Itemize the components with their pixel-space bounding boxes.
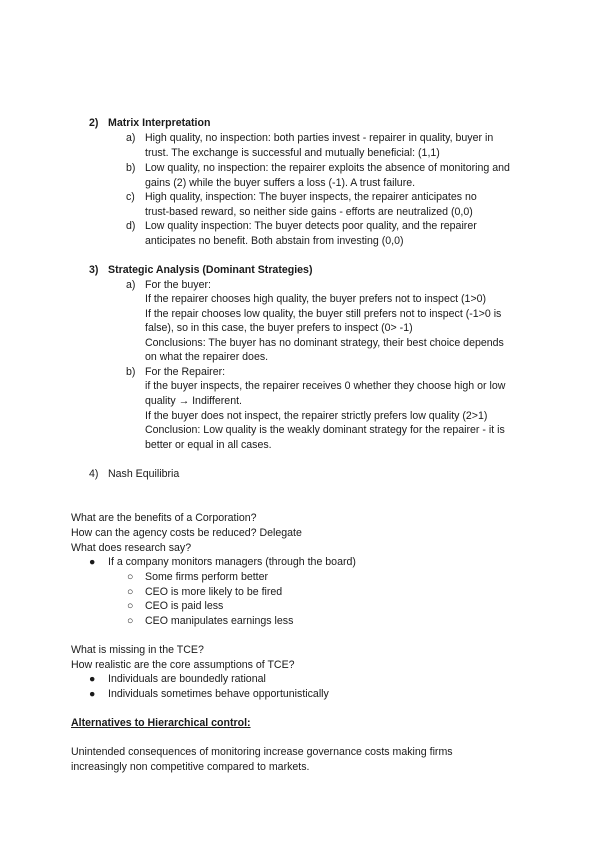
bullet-icon: ● (89, 556, 96, 568)
list-item-line: If the repair chooses low quality, the buyer still prefers not to inspect (-1>0 is (145, 308, 502, 320)
list-item-line: Low quality inspection: The buyer detects poor quality, and the repairer (145, 220, 477, 232)
bullet-icon: ● (89, 688, 96, 700)
list-item-line: Low quality, no inspection: the repairer exploits the absence of monitoring and (145, 162, 510, 174)
list-item-line: on what the repairer does. (145, 351, 269, 363)
bullet-icon: ● (89, 673, 96, 685)
list-item-line: quality → Indifferent. (145, 395, 242, 407)
item-marker: d) (126, 220, 136, 232)
bullet-item: Individuals sometimes behave opportunistically (108, 688, 329, 700)
item-marker: b) (126, 366, 136, 378)
section-4-heading: Nash Equilibria (108, 468, 180, 480)
question-line: What are the benefits of a Corporation? (71, 512, 257, 524)
list-item-line: gains (2) while the buyer suffers a loss (-1). A trust failure. (145, 177, 416, 189)
list-item-line: If the repairer chooses high quality, the buyer prefers not to inspect (1>0) (145, 293, 487, 305)
item-marker: a) (126, 279, 136, 291)
circle-bullet-icon: ○ (127, 615, 134, 627)
question-line: What does research say? (71, 542, 192, 554)
section-4-number: 4) (89, 468, 99, 480)
question-line: How realistic are the core assumptions of TCE? (71, 659, 295, 671)
list-item-line: Conclusions: The buyer has no dominant strategy, their best choice depends (145, 337, 504, 349)
section-2-heading: Matrix Interpretation (108, 117, 211, 129)
list-item-line: High quality, inspection: The buyer inspects, the repairer anticipates no (145, 191, 477, 203)
sub-bullet-item: CEO manipulates earnings less (145, 615, 294, 627)
list-item-line: Conclusion: Low quality is the weakly dominant strategy for the repairer - it is (145, 424, 505, 436)
sub-bullet-item: CEO is more likely to be fired (145, 586, 283, 598)
list-item-line: trust. The exchange is successful and mutually beneficial: (1,1) (145, 147, 440, 159)
circle-bullet-icon: ○ (127, 586, 134, 598)
paragraph-line: increasingly non competitive compared to markets. (71, 761, 310, 773)
list-item-line: false), so in this case, the buyer prefers to inspect (0> -1) (145, 322, 413, 334)
item-marker: a) (126, 132, 136, 144)
question-line: How can the agency costs be reduced? Delegate (71, 527, 302, 539)
bullet-item: Individuals are boundedly rational (108, 673, 266, 685)
list-item-line: If the buyer does not inspect, the repairer strictly prefers low quality (2>1) (145, 410, 488, 422)
item-marker: b) (126, 162, 136, 174)
list-item-line: better or equal in all cases. (145, 439, 272, 451)
list-item-line: if the buyer inspects, the repairer receives 0 whether they choose high or low (145, 380, 506, 392)
section-3-number: 3) (89, 264, 99, 276)
list-item-line: High quality, no inspection: both parties invest - repairer in quality, buyer in (145, 132, 494, 144)
sub-bullet-item: CEO is paid less (145, 600, 224, 612)
list-item-line: For the buyer: (145, 279, 211, 291)
list-item-line: trust-based reward, so neither side gains - efforts are neutralized (0,0) (145, 206, 473, 218)
list-item-line: For the Repairer: (145, 366, 226, 378)
sub-bullet-item: Some firms perform better (145, 571, 269, 583)
bullet-item: If a company monitors managers (through the board) (108, 556, 356, 568)
paragraph-line: Unintended consequences of monitoring increase governance costs making firms (71, 746, 453, 758)
item-marker: c) (126, 191, 135, 203)
question-line: What is missing in the TCE? (71, 644, 204, 656)
circle-bullet-icon: ○ (127, 600, 134, 612)
alternatives-heading: Alternatives to Hierarchical control: (71, 717, 251, 729)
circle-bullet-icon: ○ (127, 571, 134, 583)
section-3-heading: Strategic Analysis (Dominant Strategies) (108, 264, 313, 276)
section-2-number: 2) (89, 117, 99, 129)
list-item-line: anticipates no benefit. Both abstain from investing (0,0) (145, 235, 404, 247)
